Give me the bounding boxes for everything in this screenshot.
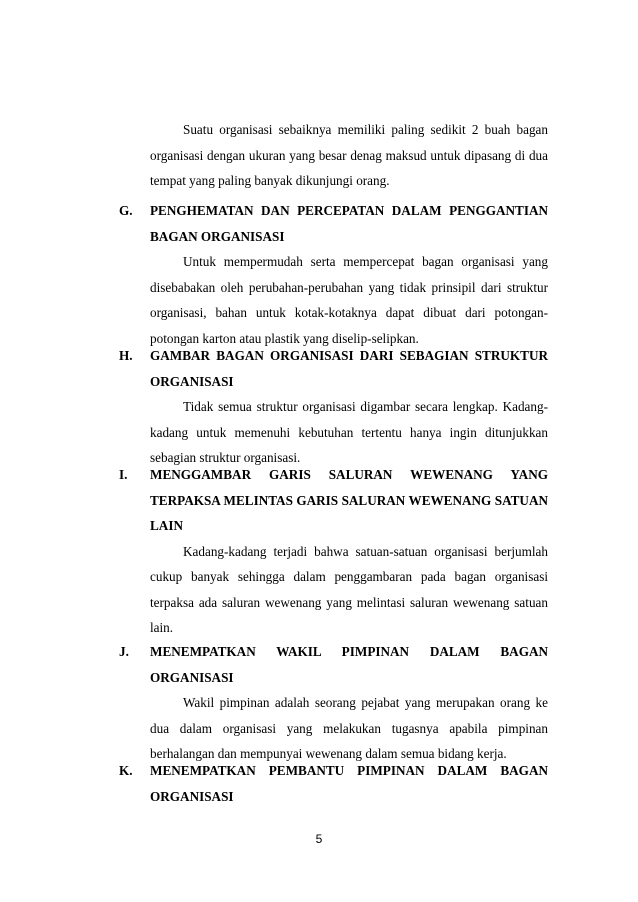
page-number: 5 (315, 832, 323, 846)
section-i-heading-cont (119, 488, 548, 514)
section-g (119, 198, 548, 351)
section-j-title-line1: MENEMPATKAN WAKIL PIMPINAN DALAM BAGAN (150, 644, 548, 659)
section-h-body: Tidak semua struktur organisasi digambar secara lengkap. Kadang-kadang untuk memenuhi kebutuhan tertentu hanya ingin ditunjukkan sebagian struktur organisasi. (150, 399, 548, 465)
section-g-title-line2: BAGAN ORGANISASI (150, 228, 285, 244)
section-j-title-line2: ORGANISASI (150, 669, 234, 685)
section-i-heading (119, 462, 548, 488)
section-g-heading (119, 198, 548, 224)
section-k (119, 758, 548, 809)
section-k-heading (119, 758, 548, 784)
section-g-letter: G. (119, 203, 133, 218)
section-j-body: Wakil pimpinan adalah seorang pejabat yang merupakan orang ke dua dalam organisasi yang melakukan tugasnya apabila pimpinan berhalangan dan mempunyai wewenang dalam semua bidang kerja. (150, 695, 548, 761)
section-h (119, 343, 548, 471)
section-k-letter: K. (119, 763, 133, 778)
section-j-letter: J. (119, 644, 129, 659)
section-k-heading-cont (119, 784, 548, 810)
section-i-title-line1: MENGGAMBAR GARIS SALURAN WEWENANG YANG (150, 467, 548, 482)
section-g-body: Untuk mempermudah serta mempercepat bagan organisasi yang disebabakan oleh perubahan-perubahan yang tidak prinsipil dari struktur organisasi, bahan untuk kotak-kotaknya dapat dibuat dari potongan-potongan karton atau plastik yang diselip-selipkan. (150, 254, 548, 346)
intro-paragraph: Suatu organisasi sebaiknya memiliki paling sedikit 2 buah bagan organisasi dengan ukuran yang besar denag maksud untuk dipasang di dua tempat yang paling banyak dikunjungi orang. (150, 122, 548, 188)
section-k-title-line2: ORGANISASI (150, 788, 234, 804)
section-i-letter: I. (119, 467, 128, 482)
section-j (119, 639, 548, 767)
section-j-heading (119, 639, 548, 665)
section-h-heading-cont (119, 369, 548, 395)
section-i-heading-cont2 (119, 513, 548, 539)
section-h-letter: H. (119, 348, 133, 363)
section-g-title-line1: PENGHEMATAN DAN PERCEPATAN DALAM PENGGANTIAN (150, 203, 548, 218)
section-h-heading (119, 343, 548, 369)
section-i-title-line2: TERPAKSA MELINTAS GARIS SALURAN WEWENANG SATUAN (150, 492, 548, 508)
section-i (119, 462, 548, 641)
section-h-title-line1: GAMBAR BAGAN ORGANISASI DARI SEBAGIAN STRUKTUR (150, 348, 548, 363)
section-i-body: Kadang-kadang terjadi bahwa satuan-satuan organisasi berjumlah cukup banyak sehingga dalam penggambaran pada bagan organisasi terpaksa ada saluran wewenang yang melintasi saluran wewenang satuan lain. (150, 543, 548, 635)
section-g-heading-cont (119, 224, 548, 250)
section-k-title-line1: MENEMPATKAN PEMBANTU PIMPINAN DALAM BAGAN (150, 763, 548, 778)
section-i-title-line3: LAIN (150, 518, 183, 533)
section-h-title-line2: ORGANISASI (150, 373, 234, 389)
section-j-heading-cont (119, 665, 548, 691)
